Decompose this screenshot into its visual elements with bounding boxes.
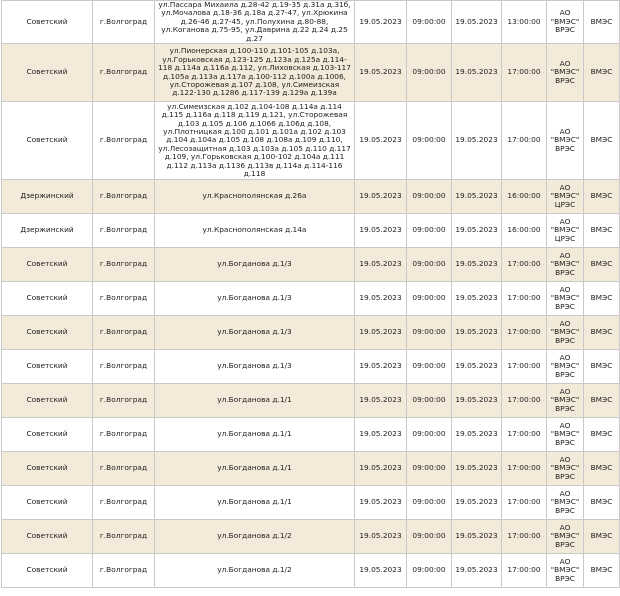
org-line-3: ВРЭС (555, 301, 575, 311)
end-date-cell: 19.05.2023 (452, 282, 502, 316)
district-cell: Советский (2, 554, 93, 588)
org-line-3: ВРЭС (555, 471, 575, 481)
organization-cell (547, 486, 584, 520)
city-cell: г.Волгоград (93, 418, 155, 452)
end-date-cell: 19.05.2023 (452, 418, 502, 452)
org-line-2: "ВМЭС" (550, 361, 580, 371)
start-date-cell: 19.05.2023 (355, 554, 407, 588)
district-cell: Дзержинский (2, 180, 93, 214)
org-line-2: "ВМЭС" (550, 429, 580, 439)
end-time-cell: 17:00:00 (502, 350, 547, 384)
org-line-3: ВРЭС (555, 539, 575, 549)
owner-cell: ВМЭС (584, 316, 620, 350)
start-date-cell: 19.05.2023 (355, 520, 407, 554)
district-cell: Советский (2, 248, 93, 282)
start-date-cell: 19.05.2023 (355, 282, 407, 316)
table-row (2, 486, 620, 520)
table-row (2, 452, 620, 486)
end-time-cell: 17:00:00 (502, 44, 547, 102)
table-row (2, 1, 620, 44)
end-time-cell: 13:00:00 (502, 1, 547, 44)
city-cell: г.Волгоград (93, 486, 155, 520)
owner-cell: ВМЭС (584, 554, 620, 588)
org-line-1: АО (559, 58, 571, 68)
org-line-1: АО (559, 386, 571, 396)
district-cell: Советский (2, 1, 93, 44)
city-cell: г.Волгоград (93, 452, 155, 486)
address-cell: ул.Богданова д.1/3 (155, 316, 355, 350)
table-body (2, 1, 620, 588)
start-date-cell: 19.05.2023 (355, 418, 407, 452)
organization-cell (547, 520, 584, 554)
district-cell: Советский (2, 520, 93, 554)
district-cell: Советский (2, 486, 93, 520)
district-cell: Советский (2, 316, 93, 350)
end-date-cell: 19.05.2023 (452, 102, 502, 180)
end-time-cell: 17:00:00 (502, 102, 547, 180)
start-time-cell: 09:00:00 (407, 316, 452, 350)
start-date-cell: 19.05.2023 (355, 44, 407, 102)
start-date-cell: 19.05.2023 (355, 180, 407, 214)
org-line-1: АО (559, 182, 571, 192)
org-line-2: "ВМЭС" (550, 531, 580, 541)
table-row (2, 384, 620, 418)
end-date-cell: 19.05.2023 (452, 554, 502, 588)
org-line-1: АО (559, 284, 571, 294)
end-date-cell: 19.05.2023 (452, 384, 502, 418)
org-line-1: АО (559, 454, 571, 464)
organization-cell (547, 282, 584, 316)
org-line-1: АО (559, 488, 571, 498)
start-date-cell: 19.05.2023 (355, 486, 407, 520)
organization-cell (547, 554, 584, 588)
start-time-cell: 09:00:00 (407, 44, 452, 102)
end-time-cell: 17:00:00 (502, 486, 547, 520)
district-cell: Советский (2, 418, 93, 452)
org-line-1: АО (559, 522, 571, 532)
city-cell: г.Волгоград (93, 520, 155, 554)
org-line-1: АО (559, 216, 571, 226)
city-cell: г.Волгоград (93, 350, 155, 384)
district-cell: Советский (2, 350, 93, 384)
address-cell: ул.Богданова д.1/3 (155, 282, 355, 316)
start-time-cell: 09:00:00 (407, 248, 452, 282)
district-cell: Советский (2, 384, 93, 418)
start-time-cell: 09:00:00 (407, 282, 452, 316)
start-date-cell: 19.05.2023 (355, 452, 407, 486)
address-cell: ул.Богданова д.1/3 (155, 248, 355, 282)
end-time-cell: 17:00:00 (502, 418, 547, 452)
end-time-cell: 17:00:00 (502, 248, 547, 282)
end-time-cell: 17:00:00 (502, 282, 547, 316)
start-time-cell: 09:00:00 (407, 418, 452, 452)
owner-cell: ВМЭС (584, 180, 620, 214)
address-cell: ул.Богданова д.1/1 (155, 452, 355, 486)
owner-cell: ВМЭС (584, 384, 620, 418)
org-line-1: АО (559, 556, 571, 566)
end-date-cell: 19.05.2023 (452, 44, 502, 102)
org-line-3: ВРЭС (555, 25, 575, 35)
city-cell: г.Волгоград (93, 384, 155, 418)
org-line-1: АО (559, 126, 571, 136)
start-time-cell: 09:00:00 (407, 214, 452, 248)
org-line-3: ВРЭС (555, 437, 575, 447)
org-line-3: ВРЭС (555, 75, 575, 85)
start-time-cell: 09:00:00 (407, 520, 452, 554)
table-row (2, 248, 620, 282)
end-date-cell: 19.05.2023 (452, 1, 502, 44)
owner-cell: ВМЭС (584, 102, 620, 180)
owner-cell: ВМЭС (584, 350, 620, 384)
address-cell: ул.Краснополянская д.26а (155, 180, 355, 214)
org-line-1: АО (559, 420, 571, 430)
end-date-cell: 19.05.2023 (452, 486, 502, 520)
organization-cell (547, 102, 584, 180)
end-time-cell: 17:00:00 (502, 384, 547, 418)
address-cell: ул.Краснополянская д.14а (155, 214, 355, 248)
start-date-cell: 19.05.2023 (355, 214, 407, 248)
end-time-cell: 17:00:00 (502, 316, 547, 350)
organization-cell (547, 316, 584, 350)
table-row (2, 214, 620, 248)
org-line-2: "ВМЭС" (550, 16, 580, 26)
address-cell: ул.Богданова д.1/1 (155, 384, 355, 418)
owner-cell: ВМЭС (584, 1, 620, 44)
city-cell: г.Волгоград (93, 248, 155, 282)
start-time-cell: 09:00:00 (407, 452, 452, 486)
end-time-cell: 16:00:00 (502, 214, 547, 248)
table-row (2, 282, 620, 316)
city-cell: г.Волгоград (93, 1, 155, 44)
org-line-2: "ВМЭС" (550, 135, 580, 145)
start-time-cell: 09:00:00 (407, 350, 452, 384)
org-line-2: "ВМЭС" (550, 225, 580, 235)
city-cell: г.Волгоград (93, 316, 155, 350)
organization-cell (547, 384, 584, 418)
city-cell: г.Волгоград (93, 44, 155, 102)
start-date-cell: 19.05.2023 (355, 316, 407, 350)
table-row (2, 520, 620, 554)
end-time-cell: 16:00:00 (502, 180, 547, 214)
organization-cell (547, 418, 584, 452)
start-date-cell: 19.05.2023 (355, 384, 407, 418)
table-row (2, 180, 620, 214)
address-cell: ул.Симеизская д.102 д.104-108 д.114а д.114 д.115 д.116а д.118 д.119 д.121, ул.Сторожевая д.103 д.105 д.106 д.1066 д.106д д.108, ул.Плотницкая д.100 д.101 д.101а д.102 д.103 д.104 д.104а д.105 д.108 д.108а д.109 д.110, ул.Лесозащитная д.103 д.103а д.105 д.110 д.117 д.109, ул.Горьковская д.100-102 д.104а д.111 д.112 д.113а д.1136 д.113в д.114а д.114-116 д.118 (155, 102, 355, 180)
district-cell: Советский (2, 452, 93, 486)
end-date-cell: 19.05.2023 (452, 180, 502, 214)
org-line-2: "ВМЭС" (550, 293, 580, 303)
org-line-3: ВРЭС (555, 369, 575, 379)
end-date-cell: 19.05.2023 (452, 452, 502, 486)
org-line-2: "ВМЭС" (550, 259, 580, 269)
start-date-cell: 19.05.2023 (355, 1, 407, 44)
city-cell: г.Волгоград (93, 180, 155, 214)
table-row (2, 350, 620, 384)
start-time-cell: 09:00:00 (407, 486, 452, 520)
city-cell: г.Волгоград (93, 214, 155, 248)
city-cell: г.Волгоград (93, 102, 155, 180)
org-line-3: ВРЭС (555, 505, 575, 515)
start-time-cell: 09:00:00 (407, 384, 452, 418)
start-date-cell: 19.05.2023 (355, 102, 407, 180)
organization-cell (547, 350, 584, 384)
address-cell: ул.Богданова д.1/1 (155, 418, 355, 452)
org-line-1: АО (559, 8, 571, 18)
owner-cell: ВМЭС (584, 282, 620, 316)
organization-cell (547, 1, 584, 44)
organization-cell (547, 180, 584, 214)
org-line-2: "ВМЭС" (550, 395, 580, 405)
end-time-cell: 17:00:00 (502, 520, 547, 554)
start-time-cell: 09:00:00 (407, 1, 452, 44)
start-date-cell: 19.05.2023 (355, 350, 407, 384)
org-line-2: "ВМЭС" (550, 497, 580, 507)
org-line-1: АО (559, 352, 571, 362)
address-cell: ул.Пионерская д.100-110 д.101-105 д.103а, ул.Горьковская д.123-125 д.123а д.125а д.114-118 д.114а д.116а д.112, ул.Лиховская д.103-117 д.105а д.113а д.117а д.100-112 д.100а д.1006, ул.Сторожевая д.107 д.108, ул.Симеизская д.122-130 д.1286 д.117-139 д.129а д.139а (155, 44, 355, 102)
table-row (2, 418, 620, 452)
owner-cell: ВМЭС (584, 452, 620, 486)
organization-cell (547, 248, 584, 282)
org-line-3: ЦРЭС (554, 199, 576, 209)
owner-cell: ВМЭС (584, 214, 620, 248)
owner-cell: ВМЭС (584, 418, 620, 452)
org-line-3: ВРЭС (555, 267, 575, 277)
table-row (2, 316, 620, 350)
owner-cell: ВМЭС (584, 248, 620, 282)
address-cell: ул.Богданова д.1/2 (155, 554, 355, 588)
org-line-3: ВРЭС (555, 573, 575, 583)
start-time-cell: 09:00:00 (407, 180, 452, 214)
org-line-3: ВРЭС (555, 335, 575, 345)
organization-cell (547, 214, 584, 248)
org-line-2: "ВМЭС" (550, 565, 580, 575)
table-row (2, 44, 620, 102)
org-line-2: "ВМЭС" (550, 67, 580, 77)
start-time-cell: 09:00:00 (407, 102, 452, 180)
address-cell: ул.Пассара Михаила д.28-42 д.19-35 д.31а д.31б, ул.Мочалова д.18-36 д.18а д.27-47, ул.Хрюкина д.26-46 д.27-45, ул.Полухина д.80-88, ул.Коганова д.75-95, ул.Даврина д.22 д.24 д.25 д.27 (155, 1, 355, 44)
end-time-cell: 17:00:00 (502, 554, 547, 588)
end-date-cell: 19.05.2023 (452, 520, 502, 554)
district-cell: Советский (2, 282, 93, 316)
address-cell: ул.Богданова д.1/1 (155, 486, 355, 520)
end-date-cell: 19.05.2023 (452, 350, 502, 384)
org-line-2: "ВМЭС" (550, 327, 580, 337)
end-date-cell: 19.05.2023 (452, 214, 502, 248)
org-line-3: ВРЭС (555, 403, 575, 413)
organization-cell (547, 44, 584, 102)
district-cell: Советский (2, 44, 93, 102)
end-date-cell: 19.05.2023 (452, 316, 502, 350)
district-cell: Дзержинский (2, 214, 93, 248)
end-date-cell: 19.05.2023 (452, 248, 502, 282)
table-row (2, 554, 620, 588)
org-line-3: ВРЭС (555, 143, 575, 153)
owner-cell: ВМЭС (584, 486, 620, 520)
end-time-cell: 17:00:00 (502, 452, 547, 486)
city-cell: г.Волгоград (93, 282, 155, 316)
owner-cell: ВМЭС (584, 44, 620, 102)
org-line-2: "ВМЭС" (550, 463, 580, 473)
org-line-1: АО (559, 250, 571, 260)
start-time-cell: 09:00:00 (407, 554, 452, 588)
owner-cell: ВМЭС (584, 520, 620, 554)
district-cell: Советский (2, 102, 93, 180)
org-line-3: ЦРЭС (554, 233, 576, 243)
org-line-2: "ВМЭС" (550, 191, 580, 201)
table-row (2, 102, 620, 180)
address-cell: ул.Богданова д.1/3 (155, 350, 355, 384)
city-cell: г.Волгоград (93, 554, 155, 588)
address-cell: ул.Богданова д.1/2 (155, 520, 355, 554)
organization-cell (547, 452, 584, 486)
org-line-1: АО (559, 318, 571, 328)
outage-table (1, 0, 620, 588)
start-date-cell: 19.05.2023 (355, 248, 407, 282)
